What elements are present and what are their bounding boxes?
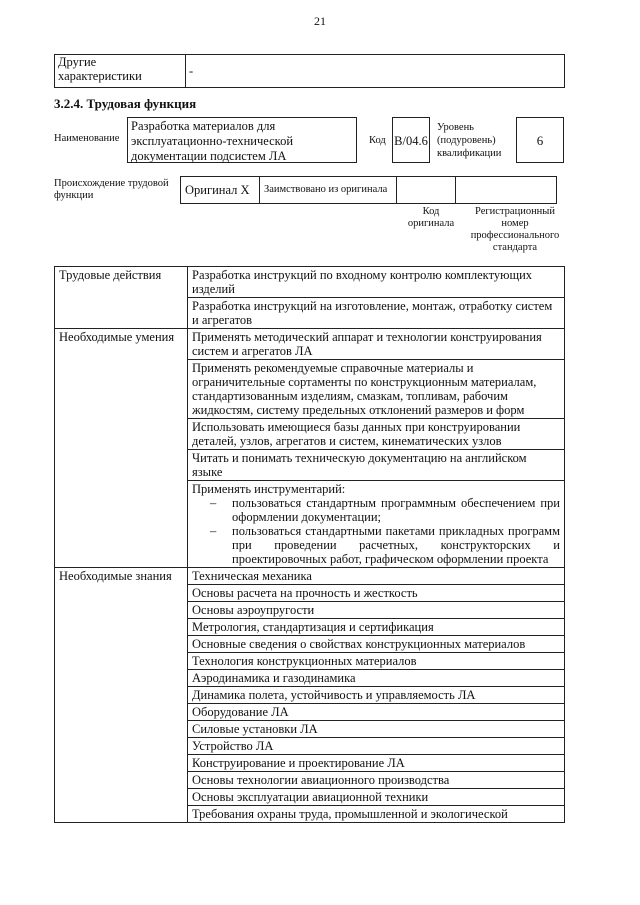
skill-item: Применять методический аппарат и технологии конструирования систем и агрегатов ЛА	[188, 329, 565, 360]
other-characteristics-label: Другие характеристики	[55, 55, 186, 88]
skill-tools-item	[188, 481, 565, 568]
name-label: Наименование	[54, 133, 120, 144]
other-characteristics-value: -	[186, 55, 565, 88]
skill-item: Использовать имеющиеся базы данных при конструировании деталей, узлов, агрегатов и систем, кинематических узлов	[188, 419, 565, 450]
knowledge-item: Метрология, стандартизация и сертификация	[188, 619, 565, 636]
code-label: Код	[369, 135, 386, 146]
knowledge-label: Необходимые знания	[55, 568, 188, 823]
knowledge-item: Технология конструкционных материалов	[188, 653, 565, 670]
tools-list-item: – пользоваться стандартным программным обеспечением при оформлении документации;	[192, 496, 560, 524]
origin-table	[180, 176, 557, 204]
knowledge-item: Основные сведения о свойствах конструкционных материалов	[188, 636, 565, 653]
skill-item: Читать и понимать техническую документацию на английском языке	[188, 450, 565, 481]
labor-action-item: Разработка инструкций на изготовление, монтаж, отработку систем и агрегатов	[188, 298, 565, 329]
knowledge-item: Силовые установки ЛА	[188, 721, 565, 738]
function-name: Разработка материалов для эксплуатационно-технической документации подсистем ЛА	[127, 117, 357, 163]
knowledge-item: Техническая механика	[188, 568, 565, 585]
skills-label: Необходимые умения	[55, 329, 188, 568]
function-code: В/04.6	[392, 117, 430, 163]
other-characteristics-table	[54, 54, 565, 88]
borrowed-cell: Заимствовано из оригинала	[260, 177, 397, 204]
level-label: Уровень (подуровень) квалификации	[437, 122, 502, 159]
original-cell: Оригинал Х	[181, 177, 260, 204]
knowledge-item: Основы расчета на прочность и жесткость	[188, 585, 565, 602]
original-code-cell	[397, 177, 456, 204]
knowledge-item: Основы технологии авиационного производства	[188, 772, 565, 789]
tools-list	[192, 496, 560, 566]
knowledge-item: Устройство ЛА	[188, 738, 565, 755]
knowledge-item: Аэродинамика и газодинамика	[188, 670, 565, 687]
reg-number-caption: Регистрационный номер профессионального стандарта	[470, 206, 560, 253]
knowledge-item: Конструирование и проектирование ЛА	[188, 755, 565, 772]
origin-label: Происхождение трудовой функции	[54, 178, 169, 201]
section-title: 3.2.4. Трудовая функция	[54, 96, 197, 111]
labor-actions-label: Трудовые действия	[55, 267, 188, 329]
tools-list-item: – пользоваться стандартными пакетами прикладных программ при проведении расчетных, конструкторских и проектировочных работ, графическом оформлении проекта	[192, 524, 560, 566]
page-number: 21	[314, 14, 326, 28]
knowledge-item: Основы аэроупругости	[188, 602, 565, 619]
labor-action-item: Разработка инструкций по входному контролю комплектующих изделий	[188, 267, 565, 298]
function-details-table	[54, 266, 565, 823]
skill-item: Применять рекомендуемые справочные материалы и ограничительные сортаменты по конструкционным материалам, стандартизованным изделиям, смазкам, топливам, рабочим жидкостям, систему предельных отклонений размеров и форм	[188, 360, 565, 419]
knowledge-item: Основы эксплуатации авиационной техники	[188, 789, 565, 806]
original-code-caption: Код оригинала	[407, 206, 455, 229]
knowledge-item: Оборудование ЛА	[188, 704, 565, 721]
qualification-level: 6	[516, 117, 564, 163]
knowledge-item: Динамика полета, устойчивость и управляемость ЛА	[188, 687, 565, 704]
tools-title: Применять инструментарий:	[192, 482, 346, 496]
knowledge-item: Требования охраны труда, промышленной и экологической	[188, 806, 565, 823]
reg-number-cell	[456, 177, 557, 204]
